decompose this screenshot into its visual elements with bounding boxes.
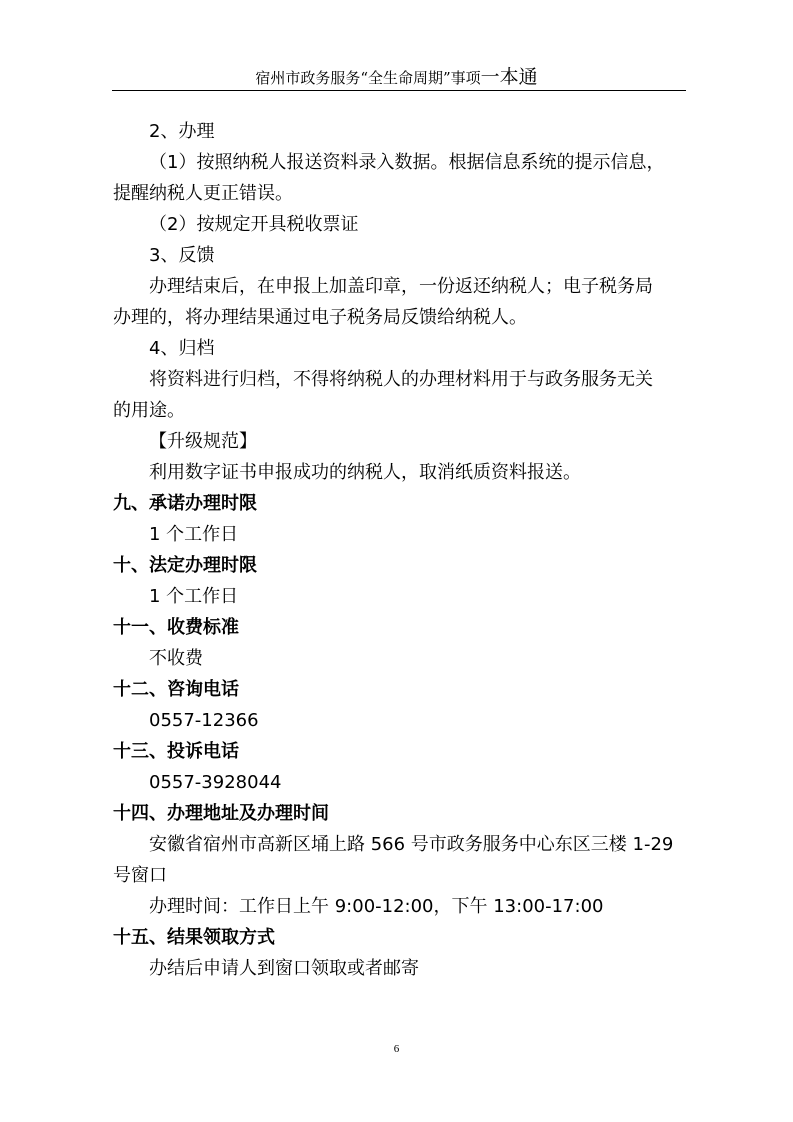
header-divider bbox=[112, 90, 686, 91]
paragraph: 办理的，将办理结果通过电子税务局反馈给纳税人。 bbox=[113, 307, 527, 328]
consult-phone-value: 0557-12366 bbox=[149, 710, 259, 731]
result-pickup-value: 办结后申请人到窗口领取或者邮寄 bbox=[149, 958, 419, 979]
paragraph: （1）按照纳税人报送资料录入数据。根据信息系统的提示信息， bbox=[149, 152, 665, 173]
paragraph: 的用途。 bbox=[113, 400, 185, 421]
page-header bbox=[0, 62, 793, 89]
header-title: 宿州市政务服务“全生命周期”事项 bbox=[255, 69, 481, 87]
heading-legal-time: 十、法定办理时限 bbox=[113, 555, 257, 576]
document-body bbox=[113, 116, 685, 984]
header-title-suffix: 一本通 bbox=[480, 66, 538, 88]
paragraph: 将资料进行归档，不得将纳税人的办理材料用于与政务服务无关 bbox=[149, 369, 653, 390]
heading-result-pickup: 十五、结果领取方式 bbox=[113, 927, 275, 948]
legal-time-value: 1 个工作日 bbox=[149, 586, 239, 607]
heading-promised-time: 九、承诺办理时限 bbox=[113, 493, 257, 514]
complaint-phone-value: 0557-3928044 bbox=[149, 772, 282, 793]
paragraph: 提醒纳税人更正错误。 bbox=[113, 183, 293, 204]
address-value: 安徽省宿州市高新区埇上路 566 号市政务服务中心东区三楼 1-29 bbox=[149, 834, 674, 855]
section-title-handle: 2、办理 bbox=[149, 121, 215, 142]
page-number: 6 bbox=[393, 1043, 400, 1055]
section-title-feedback: 3、反馈 bbox=[149, 245, 215, 266]
office-hours-value: 办理时间：工作日上午 9:00-12:00，下午 13:00-17:00 bbox=[149, 896, 604, 917]
heading-complaint-phone: 十三、投诉电话 bbox=[113, 741, 239, 762]
promised-time-value: 1 个工作日 bbox=[149, 524, 239, 545]
section-title-archive: 4、归档 bbox=[149, 338, 215, 359]
heading-consult-phone: 十二、咨询电话 bbox=[113, 679, 239, 700]
upgrade-title: 【升级规范】 bbox=[149, 431, 257, 452]
heading-address-hours: 十四、办理地址及办理时间 bbox=[113, 803, 329, 824]
paragraph: 利用数字证书申报成功的纳税人，取消纸质资料报送。 bbox=[149, 462, 581, 483]
paragraph: （2）按规定开具税收票证 bbox=[149, 214, 359, 235]
paragraph: 办理结束后，在申报上加盖印章，一份返还纳税人；电子税务局 bbox=[149, 276, 653, 297]
fee-value: 不收费 bbox=[149, 648, 203, 669]
address-value-cont: 号窗口 bbox=[113, 865, 167, 886]
heading-fee-standard: 十一、收费标准 bbox=[113, 617, 239, 638]
